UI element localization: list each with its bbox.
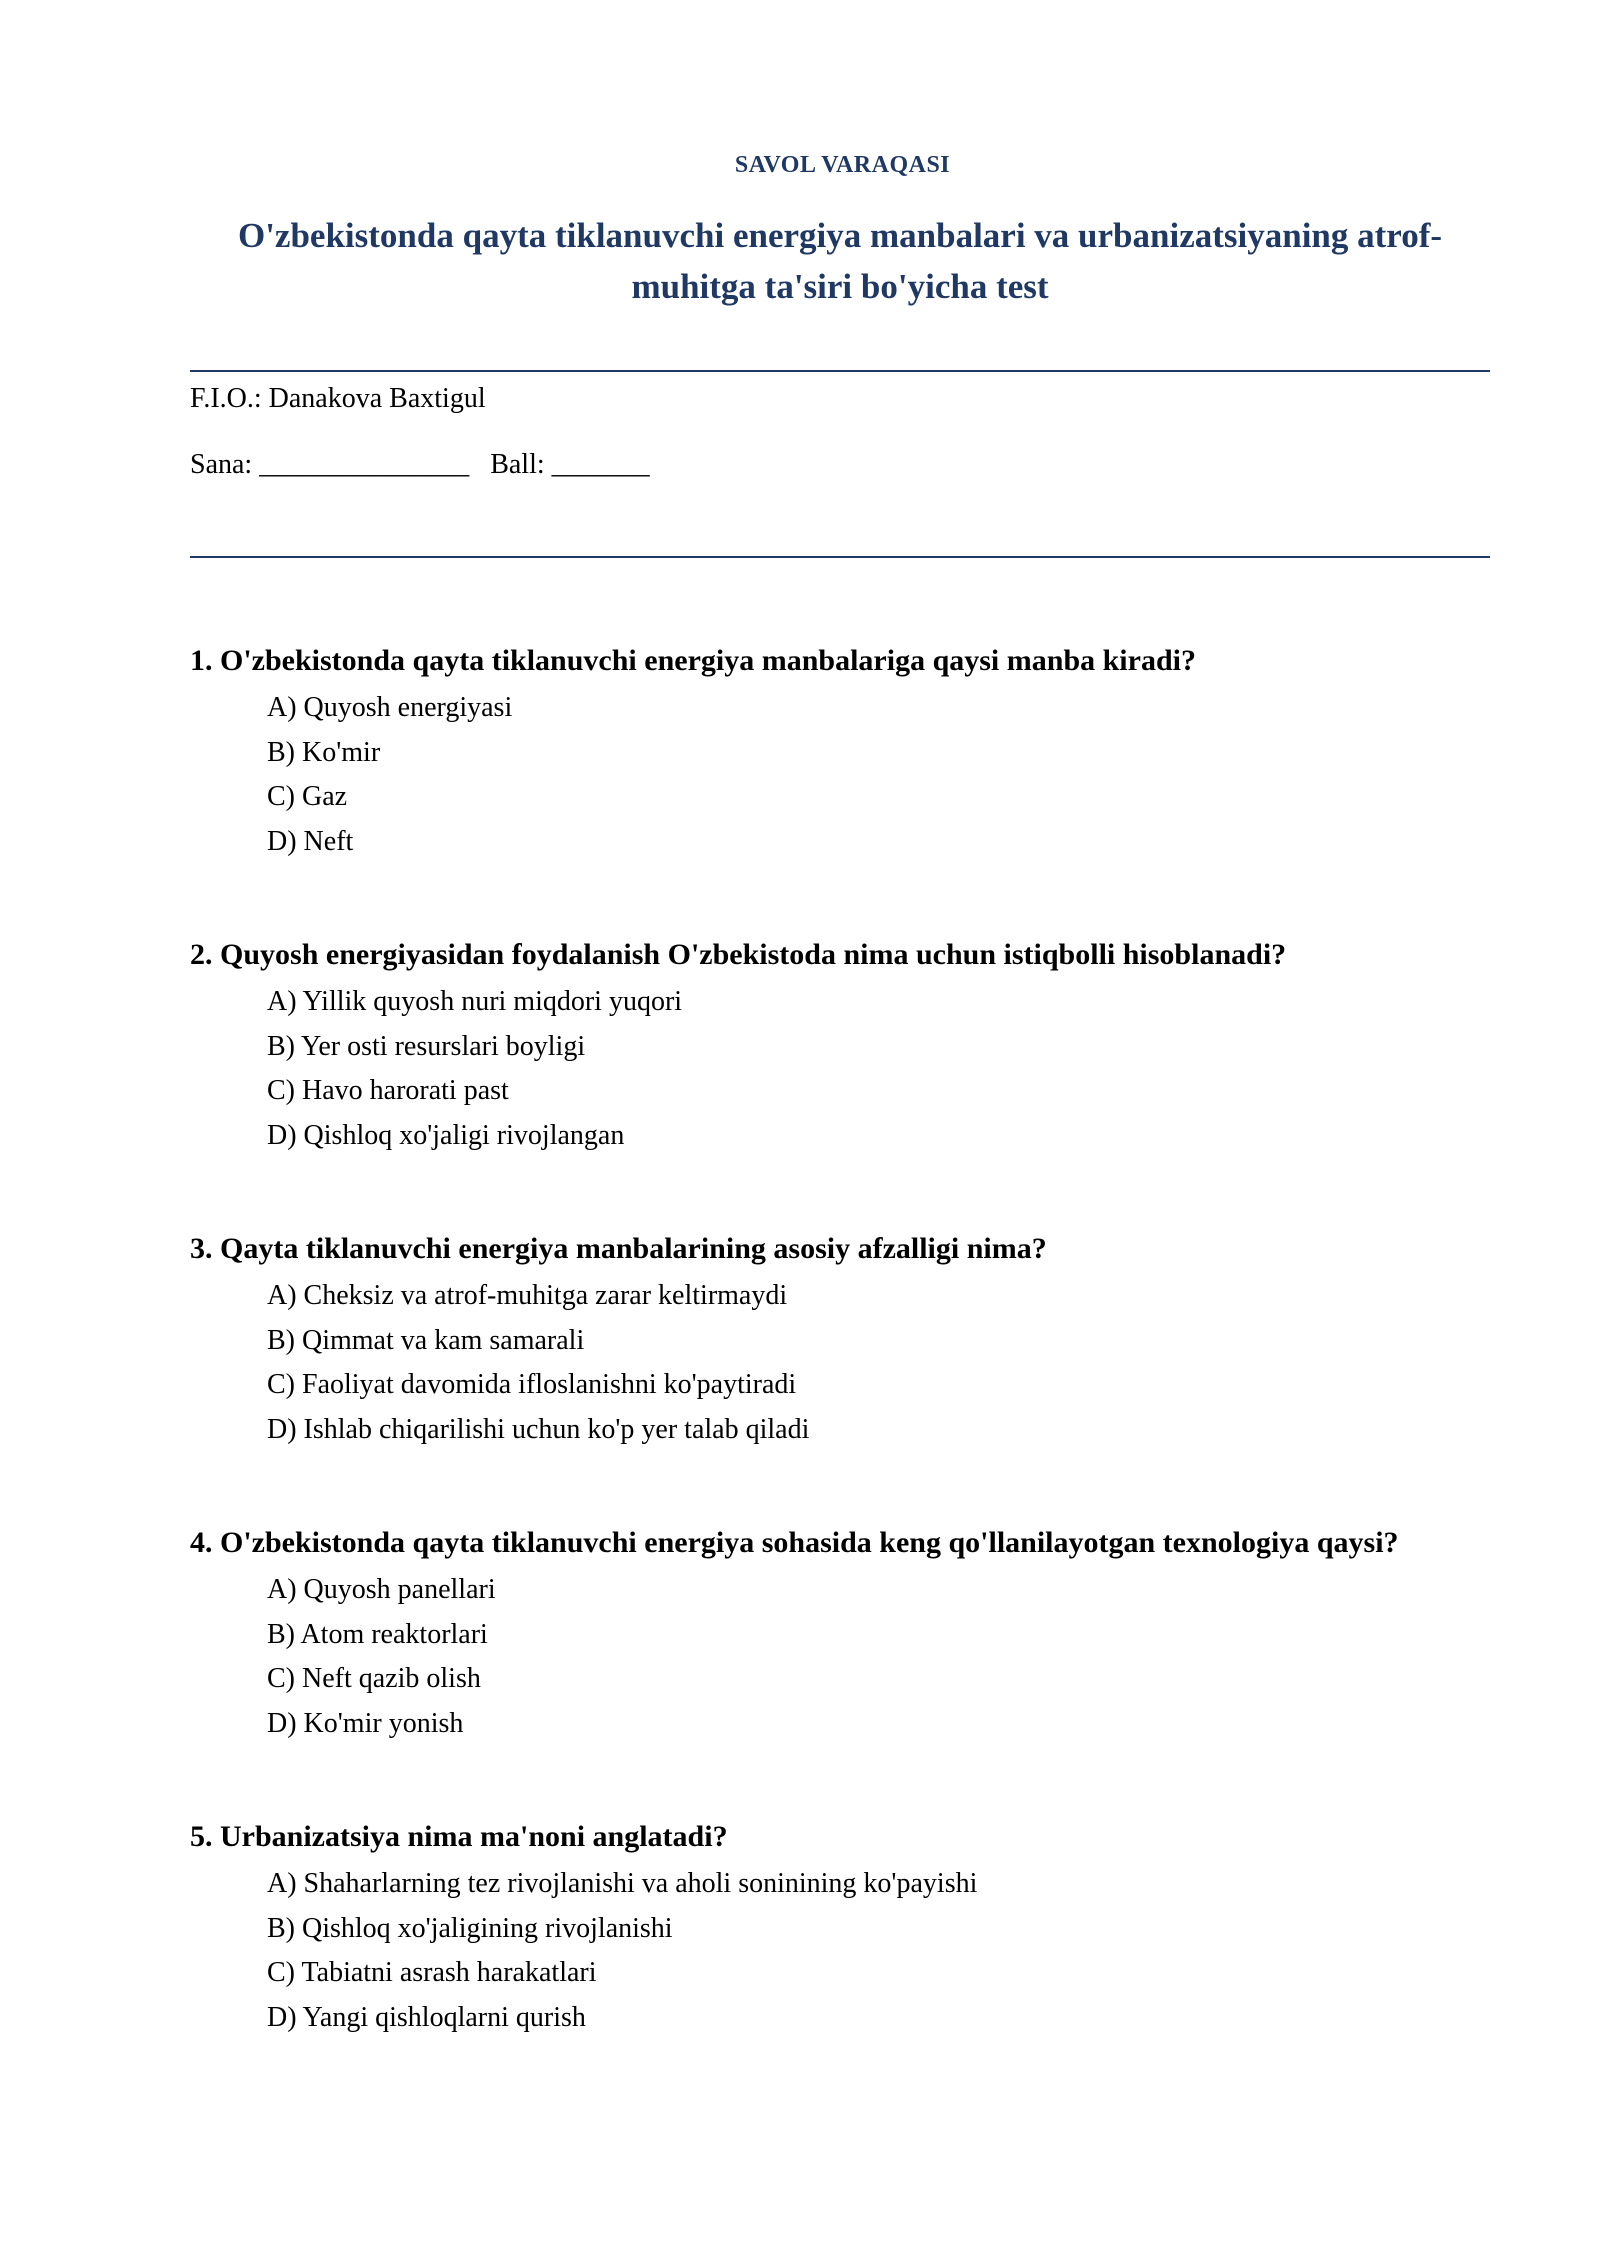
answer-option-b: B) Atom reaktorlari: [267, 1618, 488, 1650]
answer-option-a: A) Quyosh panellari: [267, 1574, 496, 1605]
answer-option-a: A) Yillik quyosh nuri miqdori yuqori: [267, 986, 683, 1017]
answer-option-d: D) Ishlab chiqarilishi uchun ko'p yer talab qiladi: [267, 1413, 810, 1445]
question-text: 1. O'zbekistonda qayta tiklanuvchi energiya manbalariga qaysi manba kiradi?: [190, 644, 1196, 677]
question-text: 3. Qayta tiklanuvchi energiya manbalarining asosiy afzalligi nima?: [190, 1232, 1047, 1265]
date-score-line: Sana: _______________ Ball: _______: [190, 449, 650, 480]
question-text: 4. O'zbekistonda qayta tiklanuvchi energiya sohasida keng qo'llanilayotgan texnologiya qaysi?: [190, 1526, 1399, 1559]
answer-option-a: A) Cheksiz va atrof-muhitga zarar keltirmaydi: [267, 1280, 788, 1311]
answer-option-d: D) Ko'mir yonish: [267, 1707, 464, 1739]
question-text: 2. Quyosh energiyasidan foydalanish O'zbekistoda nima uchun istiqbolli hisoblanadi?: [190, 938, 1287, 971]
question-4: [190, 1522, 1490, 1746]
question-1: [190, 640, 1490, 864]
answer-option-c: C) Tabiatni asrash harakatlari: [267, 1957, 597, 1988]
page-title: O'zbekistonda qayta tiklanuvchi energiya manbalari va urbanizatsiyaning atrof-muhitga ta'siri bo'yicha test: [237, 216, 1443, 306]
answer-option-b: B) Yer osti resurslari boyligi: [267, 1030, 586, 1062]
divider-bottom: [190, 556, 1490, 558]
sheet-kicker: SAVOL VARAQASI: [734, 152, 951, 178]
answer-option-d: D) Yangi qishloqlarni qurish: [267, 2001, 586, 2033]
answer-option-a: A) Shaharlarning tez rivojlanishi va aholi soninining ko'payishi: [267, 1868, 978, 1899]
answer-option-c: C) Faoliyat davomida ifloslanishni ko'paytiradi: [267, 1369, 797, 1400]
answer-option-c: C) Havo harorati past: [267, 1075, 509, 1106]
question-5: [190, 1816, 1490, 2040]
answer-option-d: D) Qishloq xo'jaligi rivojlangan: [267, 1119, 625, 1151]
answer-option-c: C) Gaz: [267, 781, 348, 812]
answer-option-a: A) Quyosh energiyasi: [267, 692, 513, 723]
divider-top: [190, 370, 1490, 372]
question-2: [190, 934, 1490, 1158]
answer-option-b: B) Ko'mir: [267, 736, 381, 768]
answer-option-b: B) Qimmat va kam samarali: [267, 1324, 585, 1356]
question-3: [190, 1228, 1490, 1452]
answer-option-b: B) Qishloq xo'jaligining rivojlanishi: [267, 1912, 673, 1944]
question-text: 5. Urbanizatsiya nima ma'noni anglatadi?: [190, 1820, 728, 1853]
answer-option-c: C) Neft qazib olish: [267, 1663, 481, 1694]
question-list: [190, 640, 1490, 2110]
answer-option-d: D) Neft: [267, 825, 354, 857]
student-name-line: F.I.O.: Danakova Baxtigul: [190, 383, 486, 414]
